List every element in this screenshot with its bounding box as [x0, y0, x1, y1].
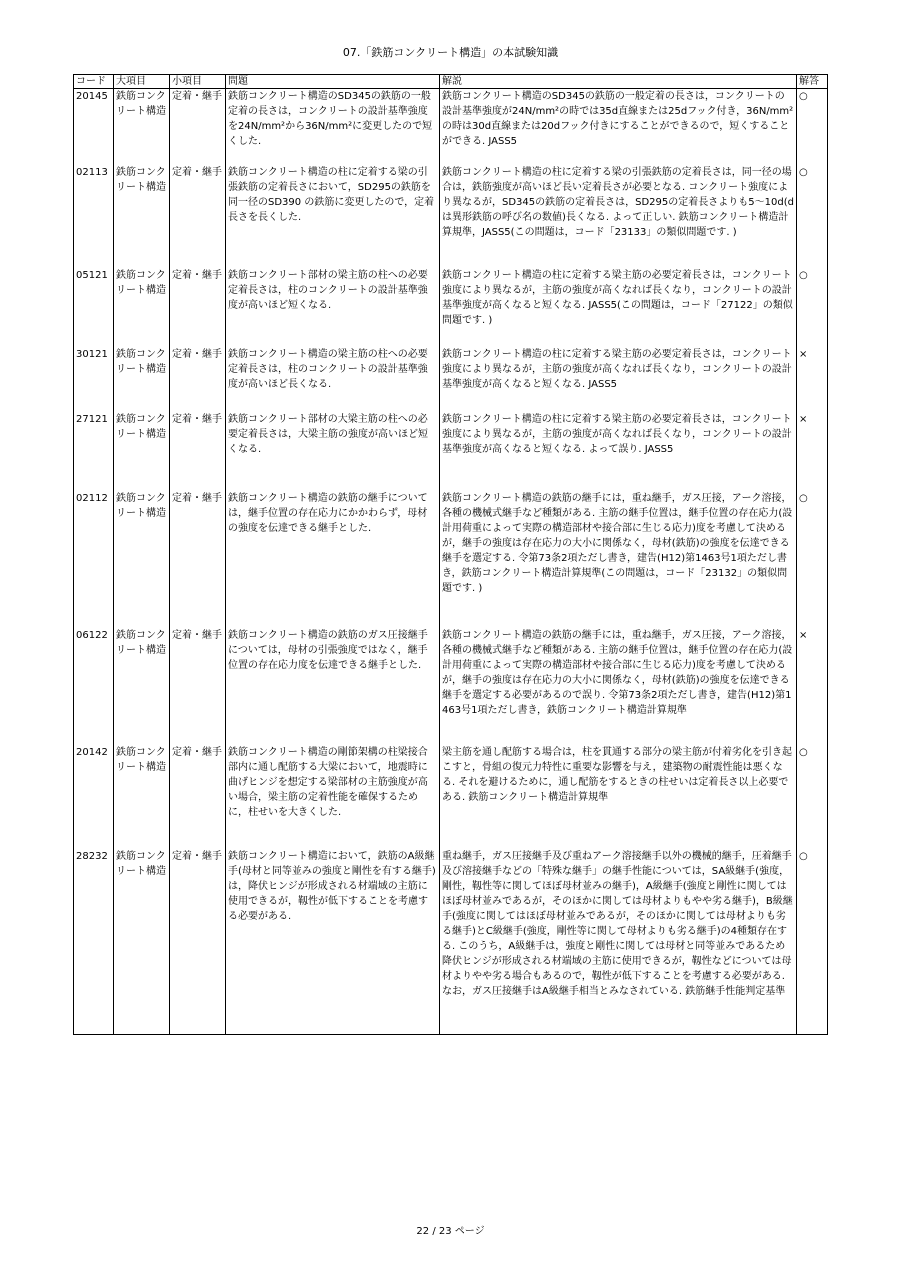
row-answer: ○ — [797, 745, 828, 849]
row-subcategory: 定着・継手 — [170, 165, 226, 268]
row-category: 鉄筋コンクリート構造 — [114, 165, 170, 268]
row-explanation: 鉄筋コンクリート構造の柱に定着する梁の引張鉄筋の定着長さは，同一径の場合は，鉄筋強度が高いほど長い定着長さが必要となる. コンクリート強度により異なるが，SD345の鉄筋の定着長さは，SD295の定着長さよりも5～10d(dは異形鉄筋の呼び名の数値)長くなる. よって正しい. 鉄筋コンクリート構造計算規準，JASS5(この問題は，コード「23133」の類似問題です. ) — [440, 165, 797, 268]
row-answer: ○ — [797, 849, 828, 1035]
row-code: 02113 — [74, 165, 114, 268]
table-row — [74, 849, 828, 1035]
row-subcategory: 定着・継手 — [170, 412, 226, 491]
row-category: 鉄筋コンクリート構造 — [114, 491, 170, 628]
row-subcategory: 定着・継手 — [170, 849, 226, 1035]
row-category: 鉄筋コンクリート構造 — [114, 268, 170, 347]
table-header-row — [74, 75, 828, 89]
row-explanation: 鉄筋コンクリート構造の柱に定着する梁主筋の必要定着長さは，コンクリート強度により異なるが，主筋の強度が高くなれば長くなり，コンクリートの設計基準強度が高くなると短くなる. JASS5 — [440, 347, 797, 412]
row-question: 鉄筋コンクリート構造の柱に定着する梁の引張鉄筋の定着長さにおいて，SD295の鉄筋を同一径のSD390 の鉄筋に変更したので，定着長さを長くした. — [226, 165, 440, 268]
row-category: 鉄筋コンクリート構造 — [114, 89, 170, 165]
row-explanation: 鉄筋コンクリート構造のSD345の鉄筋の一般定着の長さは，コンクリートの設計基準強度が24N/mm²の時では35d直線または25dフック付き，36N/mm²の時は30d直線または20dフック付きにすることができるので，短くすることができる. JASS5 — [440, 89, 797, 165]
row-explanation: 鉄筋コンクリート構造の鉄筋の継手には，重ね継手，ガス圧接，アーク溶接，各種の機械式継手など種類がある. 主筋の継手位置は，継手位置の存在応力(設計用荷重によって実際の構造部材や接合部に生じる応力)度を考慮して決めるが，継手の強度は存在応力の大小に関係なく，母材(鉄筋)の強度を伝達できる継手を選定する. 令第73条2項ただし書き，建告(H12)第1463号1項ただし書き，鉄筋コンクリート構造計算規準(この問題は，コード「23132」の類似問題です. ) — [440, 491, 797, 628]
table-row — [74, 268, 828, 347]
qa-table — [73, 74, 828, 1035]
row-code: 20145 — [74, 89, 114, 165]
row-subcategory: 定着・継手 — [170, 745, 226, 849]
row-answer: ○ — [797, 165, 828, 268]
row-code: 28232 — [74, 849, 114, 1035]
row-subcategory: 定着・継手 — [170, 491, 226, 628]
row-code: 06122 — [74, 628, 114, 745]
table-row — [74, 745, 828, 849]
table-row — [74, 347, 828, 412]
row-subcategory: 定着・継手 — [170, 89, 226, 165]
row-category: 鉄筋コンクリート構造 — [114, 412, 170, 491]
header-answer: 解答 — [797, 75, 828, 89]
row-explanation: 梁主筋を通し配筋する場合は，柱を貫通する部分の梁主筋が付着劣化を引き起こすと，骨組の復元力特性に重要な影響を与え，建築物の耐震性能は悪くなる. それを避けるために，通し配筋をするときの柱せいは定着長さ以上必要である. 鉄筋コンクリート構造計算規準 — [440, 745, 797, 849]
table-row — [74, 412, 828, 491]
table-row — [74, 165, 828, 268]
row-code: 20142 — [74, 745, 114, 849]
row-subcategory: 定着・継手 — [170, 347, 226, 412]
row-category: 鉄筋コンクリート構造 — [114, 849, 170, 1035]
row-category: 鉄筋コンクリート構造 — [114, 745, 170, 849]
header-subcategory: 小項目 — [170, 75, 226, 89]
row-subcategory: 定着・継手 — [170, 628, 226, 745]
row-question: 鉄筋コンクリート部材の大梁主筋の柱への必要定着長さは，大梁主筋の強度が高いほど短くなる. — [226, 412, 440, 491]
row-subcategory: 定着・継手 — [170, 268, 226, 347]
row-answer: × — [797, 628, 828, 745]
row-code: 05121 — [74, 268, 114, 347]
row-question: 鉄筋コンクリート構造の梁主筋の柱への必要定着長さは，柱のコンクリートの設計基準強度が高いほど長くなる. — [226, 347, 440, 412]
row-explanation: 鉄筋コンクリート構造の柱に定着する梁主筋の必要定着長さは，コンクリート強度により異なるが，主筋の強度が高くなれば長くなり，コンクリートの設計基準強度が高くなると短くなる. よって誤り. JASS5 — [440, 412, 797, 491]
row-answer: × — [797, 412, 828, 491]
row-question: 鉄筋コンクリート構造において，鉄筋のA級継手(母材と同等並みの強度と剛性を有する継手)は，降伏ヒンジが形成される材端域の主筋に使用できるが，靱性が低下することを考慮する必要がある. — [226, 849, 440, 1035]
row-answer: ○ — [797, 268, 828, 347]
page-number: 22 / 23 ページ — [416, 1226, 485, 1237]
row-question: 鉄筋コンクリート部材の梁主筋の柱への必要定着長さは，柱のコンクリートの設計基準強度が高いほど短くなる. — [226, 268, 440, 347]
row-code: 02112 — [74, 491, 114, 628]
table-row — [74, 628, 828, 745]
row-answer: ○ — [797, 491, 828, 628]
header-category: 大項目 — [114, 75, 170, 89]
table-row — [74, 89, 828, 165]
row-question: 鉄筋コンクリート構造の剛節架構の柱梁接合部内に通し配筋する大梁において，地震時に曲げヒンジを想定する梁部材の主筋強度が高い場合，梁主筋の定着性能を確保するために，柱せいを大きくした. — [226, 745, 440, 849]
row-answer: × — [797, 347, 828, 412]
header-question: 問題 — [226, 75, 440, 89]
row-code: 30121 — [74, 347, 114, 412]
row-category: 鉄筋コンクリート構造 — [114, 347, 170, 412]
row-explanation: 鉄筋コンクリート構造の柱に定着する梁主筋の必要定着長さは，コンクリート強度により異なるが，主筋の強度が高くなれば長くなり，コンクリートの設計基準強度が高くなると短くなる. JASS5(この問題は，コード「27122」の類似問題です. ) — [440, 268, 797, 347]
row-question: 鉄筋コンクリート構造のSD345の鉄筋の一般定着の長さは，コンクリートの設計基準強度を24N/mm²から36N/mm²に変更したので短くした. — [226, 89, 440, 165]
header-explanation: 解説 — [440, 75, 797, 89]
header-code: コード — [74, 75, 114, 89]
row-code: 27121 — [74, 412, 114, 491]
row-explanation: 重ね継手，ガス圧接継手及び重ねアーク溶接継手以外の機械的継手，圧着継手及び溶接継手などの「特殊な継手」の継手性能については，SA級継手(強度，剛性，靱性等に関してほぼ母材並みの継手)，A級継手(強度と剛性に関してはほぼ母材並みであるが，そのほかに関しては母材よりもやや劣る継手)，B級継手(強度に関してはほぼ母材並みであるが，そのほかに関しては母材よりも劣る継手)とC級継手(強度，剛性等に関して母材よりも劣る継手)の4種類存在する. このうち，A級継手は，強度と剛性に関しては母材と同等並みであるため降伏ヒンジが形成される材端域の主筋に使用できるが，靱性などについては母材よりやや劣る場合もあるので，靱性が低下することを考慮する必要がある. なお，ガス圧接継手はA級継手相当とみなされている. 鉄筋継手性能判定基準 — [440, 849, 797, 1035]
page-title: 07.「鉄筋コンクリート構造」の本試験知識 — [342, 46, 559, 59]
row-question: 鉄筋コンクリート構造の鉄筋のガス圧接継手については，母材の引張強度ではなく，継手位置の存在応力度を伝達できる継手とした. — [226, 628, 440, 745]
row-explanation: 鉄筋コンクリート構造の鉄筋の継手には，重ね継手，ガス圧接，アーク溶接，各種の機械式継手など種類がある. 主筋の継手位置は，継手位置の存在応力(設計用荷重によって実際の構造部材や接合部に生じる応力)度を考慮して決めるが，継手の強度は存在応力の大小に関係なく，母材(鉄筋)の強度を伝達できる継手を選定する必要があるので誤り. 令第73条2項ただし書き，建告(H12)第1463号1項ただし書き，鉄筋コンクリート構造計算規準 — [440, 628, 797, 745]
row-answer: ○ — [797, 89, 828, 165]
row-category: 鉄筋コンクリート構造 — [114, 628, 170, 745]
table-row — [74, 491, 828, 628]
row-question: 鉄筋コンクリート構造の鉄筋の継手については，継手位置の存在応力にかかわらず，母材の強度を伝達できる継手とした. — [226, 491, 440, 628]
